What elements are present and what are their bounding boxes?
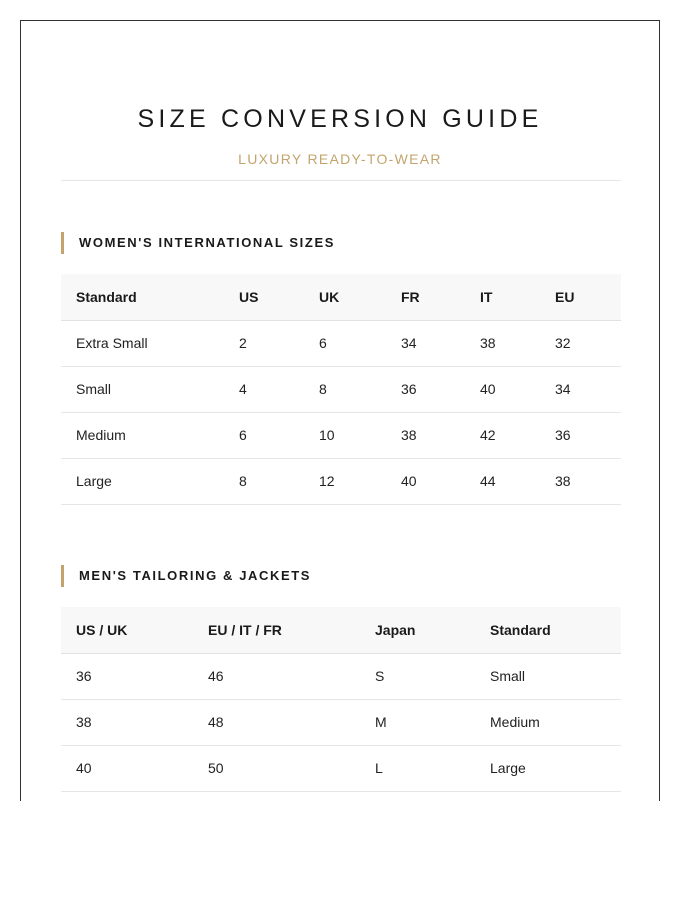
- page-title: SIZE CONVERSION GUIDE: [137, 105, 543, 133]
- table-cell: 40: [61, 745, 193, 791]
- table-cell: 4: [224, 366, 304, 412]
- table-cell: 40: [465, 366, 540, 412]
- column-header: Standard: [475, 607, 621, 653]
- table-header-row: [61, 274, 621, 320]
- women-section-title: WOMEN'S INTERNATIONAL SIZES: [61, 232, 335, 254]
- table-cell: S: [360, 653, 475, 699]
- table-cell: 6: [304, 320, 386, 366]
- table-row: [61, 745, 621, 791]
- column-header: FR: [386, 274, 465, 320]
- table-cell: Medium: [475, 699, 621, 745]
- table-cell: Small: [61, 366, 224, 412]
- table-cell: Small: [475, 653, 621, 699]
- table-row: [61, 699, 621, 745]
- table-cell: 2: [224, 320, 304, 366]
- table-cell: 38: [386, 412, 465, 458]
- table-row: [61, 366, 621, 412]
- column-header: US / UK: [61, 607, 193, 653]
- table-cell: 34: [540, 366, 621, 412]
- table-cell: 44: [465, 458, 540, 504]
- table-cell: 50: [193, 745, 360, 791]
- table-cell: 36: [540, 412, 621, 458]
- table-cell: 34: [386, 320, 465, 366]
- table-cell: 42: [465, 412, 540, 458]
- table-cell: 40: [386, 458, 465, 504]
- divider: [61, 180, 621, 181]
- table-cell: Extra Small: [61, 320, 224, 366]
- table-cell: 6: [224, 412, 304, 458]
- column-header: EU / IT / FR: [193, 607, 360, 653]
- page-subtitle: LUXURY READY-TO-WEAR: [238, 151, 442, 167]
- table-row: [61, 412, 621, 458]
- table-cell: 38: [465, 320, 540, 366]
- column-header: Japan: [360, 607, 475, 653]
- table-cell: 8: [304, 366, 386, 412]
- table-cell: L: [360, 745, 475, 791]
- table-cell: 36: [61, 653, 193, 699]
- table-cell: 38: [540, 458, 621, 504]
- table-cell: 32: [540, 320, 621, 366]
- column-header: IT: [465, 274, 540, 320]
- table-cell: Large: [61, 458, 224, 504]
- table-cell: 48: [193, 699, 360, 745]
- table-cell: Large: [475, 745, 621, 791]
- column-header: EU: [540, 274, 621, 320]
- table-header-row: [61, 607, 621, 653]
- men-size-table: [61, 607, 621, 792]
- men-section-title: MEN'S TAILORING & JACKETS: [61, 565, 311, 587]
- table-cell: 36: [386, 366, 465, 412]
- table-row: [61, 458, 621, 504]
- table-cell: 10: [304, 412, 386, 458]
- table-cell: 12: [304, 458, 386, 504]
- column-header: US: [224, 274, 304, 320]
- table-cell: 46: [193, 653, 360, 699]
- table-cell: 38: [61, 699, 193, 745]
- column-header: Standard: [61, 274, 224, 320]
- table-cell: Medium: [61, 412, 224, 458]
- table-cell: M: [360, 699, 475, 745]
- women-size-table: [61, 274, 621, 505]
- size-guide-card: [20, 20, 660, 801]
- column-header: UK: [304, 274, 386, 320]
- table-row: [61, 653, 621, 699]
- table-cell: 8: [224, 458, 304, 504]
- table-row: [61, 320, 621, 366]
